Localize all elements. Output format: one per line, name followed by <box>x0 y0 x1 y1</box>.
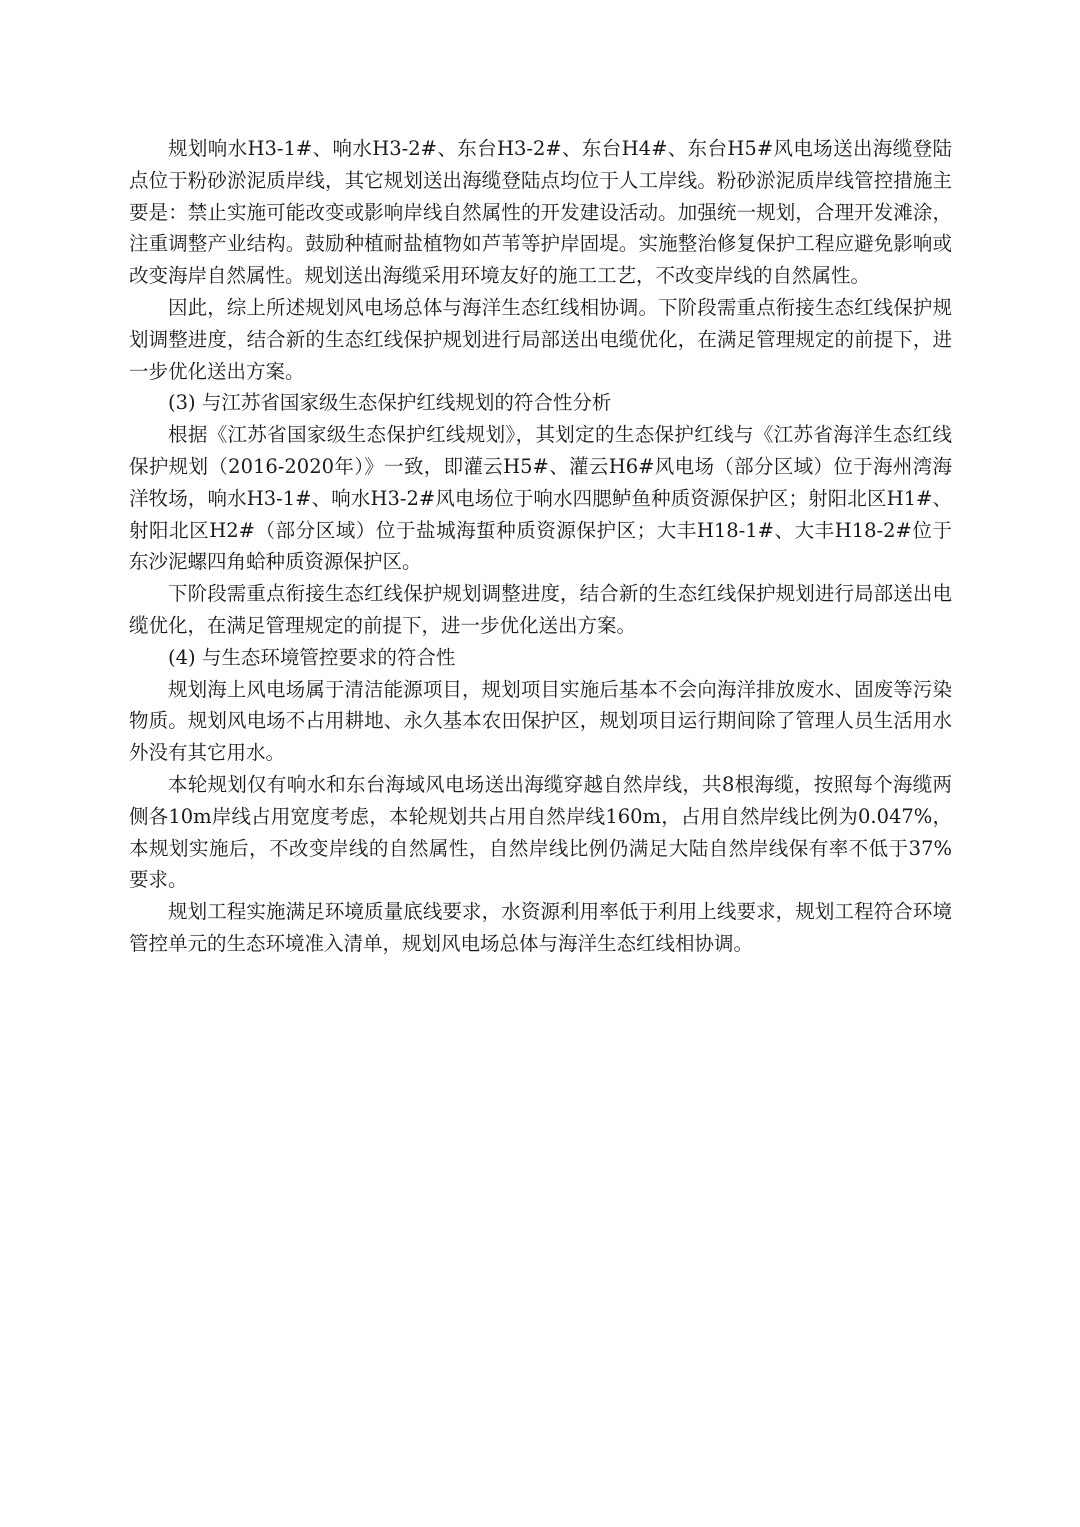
paragraph-national-red-line: 根据《江苏省国家级生态保护红线规划》，其划定的生态保护红线与《江苏省海洋生态红线保护规划（2016-2020年）》一致，即灌云H5#、灌云H6#风电场（部分区域）位于海州湾海洋牧场，响水H3-1#、响水H3-2#风电场位于响水四腮鲈鱼种质资源保护区；射阳北区H1#、射阳北区H2#（部分区域）位于盐城海蜇种质资源保护区；大丰H18-1#、大丰H18-2#位于东沙泥螺四角蛤种质资源保护区。 <box>129 423 952 574</box>
section-heading-4: (4) 与生态环境管控要求的符合性 <box>168 645 456 669</box>
document-body <box>129 133 952 960</box>
paragraph-environment-conclusion: 规划工程实施满足环境质量底线要求，水资源利用率低于利用上线要求，规划工程符合环境管控单元的生态环境准入清单，规划风电场总体与海洋生态红线相协调。 <box>129 900 952 955</box>
section-heading-3: (3) 与江苏省国家级生态保护红线规划的符合性分析 <box>168 391 612 415</box>
paragraph-next-stage: 下阶段需重点衔接生态红线保护规划调整进度，结合新的生态红线保护规划进行局部送出电缆优化，在满足管理规定的前提下，进一步优化送出方案。 <box>129 582 952 637</box>
paragraph-conclusion-red-line: 因此，综上所述规划风电场总体与海洋生态红线相协调。下阶段需重点衔接生态红线保护规划调整进度，结合新的生态红线保护规划进行局部送出电缆优化，在满足管理规定的前提下，进一步优化送出方案。 <box>129 295 952 383</box>
paragraph-clean-energy: 规划海上风电场属于清洁能源项目，规划项目实施后基本不会向海洋排放废水、固废等污染物质。规划风电场不占用耕地、永久基本农田保护区，规划项目运行期间除了管理人员生活用水外没有其它用水。 <box>129 677 952 765</box>
paragraph-landing-points: 规划响水H3-1#、响水H3-2#、东台H3-2#、东台H4#、东台H5#风电场送出海缆登陆点位于粉砂淤泥质岸线，其它规划送出海缆登陆点均位于人工岸线。粉砂淤泥质岸线管控措施主要是：禁止实施可能改变或影响岸线自然属性的开发建设活动。加强统一规划，合理开发滩涂，注重调整产业结构。鼓励种植耐盐植物如芦苇等护岸固堤。实施整治修复保护工程应避免影响或改变海岸自然属性。规划送出海缆采用环境友好的施工工艺，不改变岸线的自然属性。 <box>129 137 952 288</box>
paragraph-natural-shoreline: 本轮规划仅有响水和东台海域风电场送出海缆穿越自然岸线，共8根海缆，按照每个海缆两侧各10m岸线占用宽度考虑，本轮规划共占用自然岸线160m，占用自然岸线比例为0.047%，本规划实施后，不改变岸线的自然属性，自然岸线比例仍满足大陆自然岸线保有率不低于37%要求。 <box>129 772 952 892</box>
